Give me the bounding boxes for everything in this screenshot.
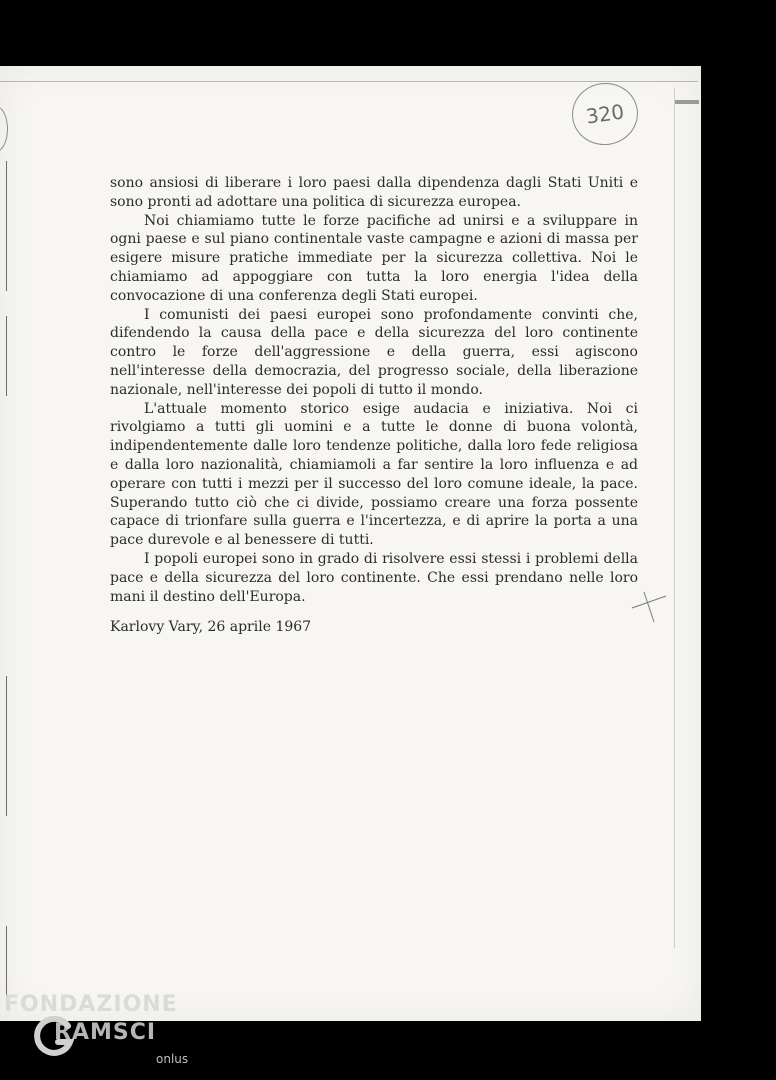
top-rule xyxy=(0,81,698,82)
paragraph: L'attuale momento storico esige audacia e iniziativa. Noi ci rivolgiamo a tutti gli uomini e a tutte le donne di buona volontà, indipendentemente dalle loro tendenze politiche, dalla loro fede religiosa e dalla loro nazionalità, chiamiamoli a far sentire la loro influenza e ad operare con tutti i mezzi per il successo del loro comune ideale, la pace. Superando tutto ciò che ci divide, possiamo creare una forza possente capace di trionfare sulla guerra e l'incertezza, e di aprire la porta a una pace durevole e al benessere di tutti. xyxy=(110,400,638,549)
right-margin-rule xyxy=(674,88,675,948)
left-margin-line xyxy=(6,161,7,291)
paragraph: I comunisti dei paesi europei sono profondamente convinti che, difendendo la causa della pace e della sicurezza del loro continente contro le forze dell'aggressione e della guerra, essi agiscono nell'interesse della democrazia, del progresso sociale, della liberazione nazionale, nell'interesse dei popoli di tutto il mondo. xyxy=(110,306,638,398)
signature-line: Karlovy Vary, 26 aprile 1967 xyxy=(110,619,312,635)
watermark-logo xyxy=(4,992,204,1076)
left-margin-line xyxy=(6,926,7,996)
paragraph: Noi chiamiamo tutte le forze pacifiche ad unirsi e a sviluppare in ogni paese e sul piano continentale vaste campagne e azioni di massa per esigere misure pratiche immediate per la sicurezza collettiva. Noi le chiamiamo ad appoggiare con tutta la loro energia l'idea della convocazione di una conferenza degli Stati europei. xyxy=(110,212,638,304)
paragraph: sono ansiosi di liberare i loro paesi dalla dipendenza dagli Stati Uniti e sono pronti ad adottare una politica di sicurezza europea. xyxy=(110,175,638,210)
watermark-line2: RAMSCI xyxy=(54,1020,157,1045)
watermark-line1: FONDAZIONE xyxy=(4,992,178,1017)
left-margin-line xyxy=(6,316,7,396)
page-number: 320 xyxy=(584,99,626,129)
edge-mark xyxy=(675,100,699,104)
body-text xyxy=(110,174,638,606)
punch-hole-mark xyxy=(0,106,8,152)
watermark-suffix: onlus xyxy=(156,1052,189,1066)
page-number-stamp xyxy=(568,79,642,150)
document-page xyxy=(0,66,701,1021)
paragraph: I popoli europei sono in grado di risolvere essi stessi i problemi della pace e della sicurezza del loro continente. Che essi prendano nelle loro mani il destino dell'Europa. xyxy=(110,550,638,605)
left-margin-line xyxy=(6,676,7,816)
pencil-cross-mark xyxy=(628,588,668,624)
